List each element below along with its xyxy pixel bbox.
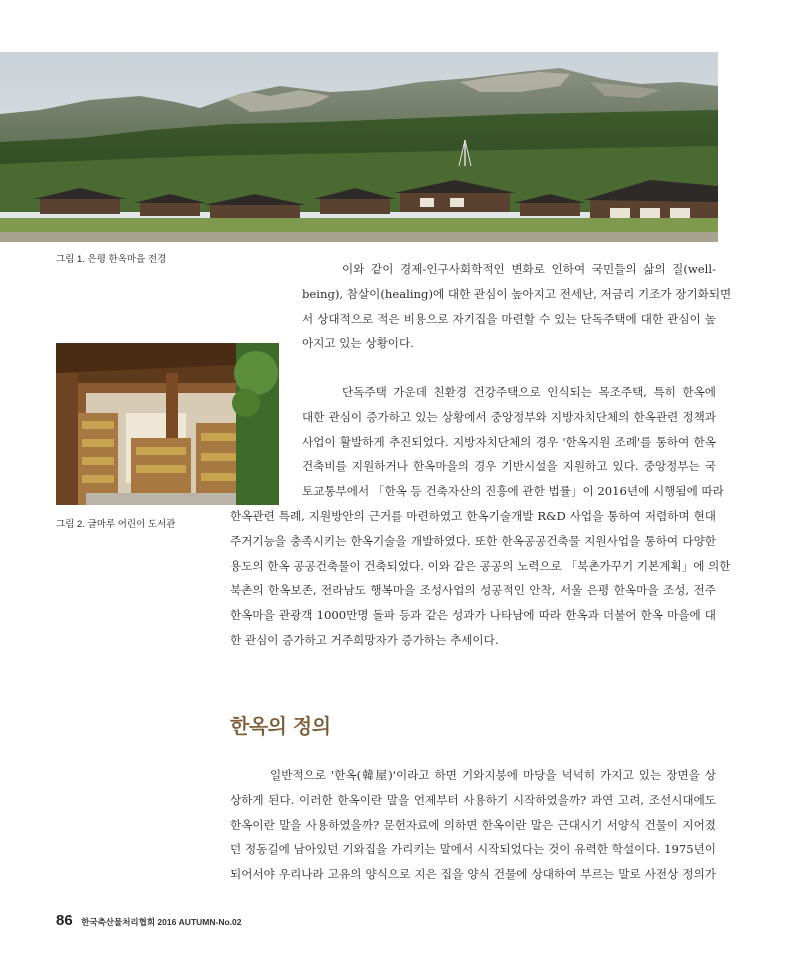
- text-line: 한옥관련 특례, 지원방안의 근거를 마련하였고 한옥기술개발 R&D 사업을 통하여 저렴하며 현대: [230, 509, 716, 523]
- page-footer: [56, 912, 241, 930]
- text-line: 한옥이란 말을 사용하였을까? 문헌자료에 의하면 한옥이란 말은 근대시기 서양식 건물이 지어졌: [230, 817, 716, 832]
- paragraph-2-upper: [302, 380, 724, 504]
- text-line: 아지고 있는 상황이다.: [302, 336, 414, 351]
- text-line: 한 관심이 증가하고 거주희망자가 증가하는 추세이다.: [230, 632, 499, 647]
- text-line: 서 상대적으로 적은 비용으로 자기집을 마련할 수 있는 단독주택에 대한 관심이 높: [302, 311, 716, 326]
- text-line: 던 정동길에 남아있던 기와집을 가리키는 말에서 시작되었다는 것이 유력한 학설이다. 1975년이: [230, 842, 716, 857]
- paragraph-2-lower: [230, 504, 731, 653]
- text-line: 이와 같이 경제-인구사회학적인 변화로 인하여 국민들의 삶의 질(well-: [342, 262, 716, 276]
- page-number: 86: [56, 912, 73, 929]
- paragraph-3: [230, 763, 716, 887]
- text-line: 북촌의 한옥보존, 전라남도 행복마을 조성사업의 성공적인 안착, 서울 은평 한옥마을 조성, 전주: [230, 583, 716, 598]
- publication-info: 한국축산물처리협회 2016 AUTUMN-No.02: [81, 917, 242, 927]
- text-line: 사업이 활발하게 추진되었다. 지방자치단체의 경우 '한옥지원 조례'를 통하여 한옥: [302, 434, 716, 449]
- library-photo: [56, 343, 279, 505]
- text-line: 단독주택 가운데 친환경 건강주택으로 인식되는 목조주택, 특히 한옥에: [342, 385, 716, 399]
- text-line: 대한 관심이 증가하고 있는 상황에서 중앙정부와 지방자치단체의 한옥관련 정책과: [302, 409, 716, 424]
- paragraph-1: [302, 257, 732, 356]
- text-line: 용도의 한옥 공공건축물이 건축되었다. 이와 같은 공공의 노력으로 「북촌가꾸기 기본계획」에 의한: [230, 558, 731, 573]
- figure-2-caption: 그림 2. 글마루 어린이 도서관: [56, 519, 176, 530]
- text-line: 주거기능을 충족시키는 한옥기술을 개발하였다. 또한 한옥공공건축물 지원사업을 통하여 다양한: [230, 533, 716, 548]
- text-line: 한옥마을 관광객 1000만명 돌파 등과 같은 성과가 나타남에 따라 한옥과 더불어 한옥 마을에 대: [230, 608, 716, 623]
- text-line: 건축비를 지원하거나 한옥마을의 경우 기반시설을 지원하고 있다. 중앙정부는 국: [302, 459, 716, 474]
- hanok-village-photo: [0, 52, 718, 242]
- text-line: 되어서야 우리나라 고유의 양식으로 지은 집을 양식 건물에 상대하여 부르는 말로 사전상 정의가: [230, 867, 716, 882]
- text-line: 토교통부에서 「한옥 등 건축자산의 진흥에 관한 법률」이 2016년에 시행됨에 따라: [302, 484, 724, 499]
- text-line: being), 참살이(healing)에 대한 관심이 높아지고 전세난, 저금리 기조가 장기화되면: [302, 286, 732, 301]
- text-line: 일반적으로 '한옥(韓屋)'이라고 하면 기와지붕에 마당을 넉넉히 가지고 있는 장면을 상: [270, 768, 716, 782]
- section-heading: 한옥의 정의: [230, 714, 331, 738]
- text-line: 상하게 된다. 이러한 한옥이란 말을 언제부터 사용하기 시작하였을까? 과연 고려, 조선시대에도: [230, 792, 716, 807]
- figure-1-caption: 그림 1. 은평 한옥마을 전경: [56, 254, 167, 265]
